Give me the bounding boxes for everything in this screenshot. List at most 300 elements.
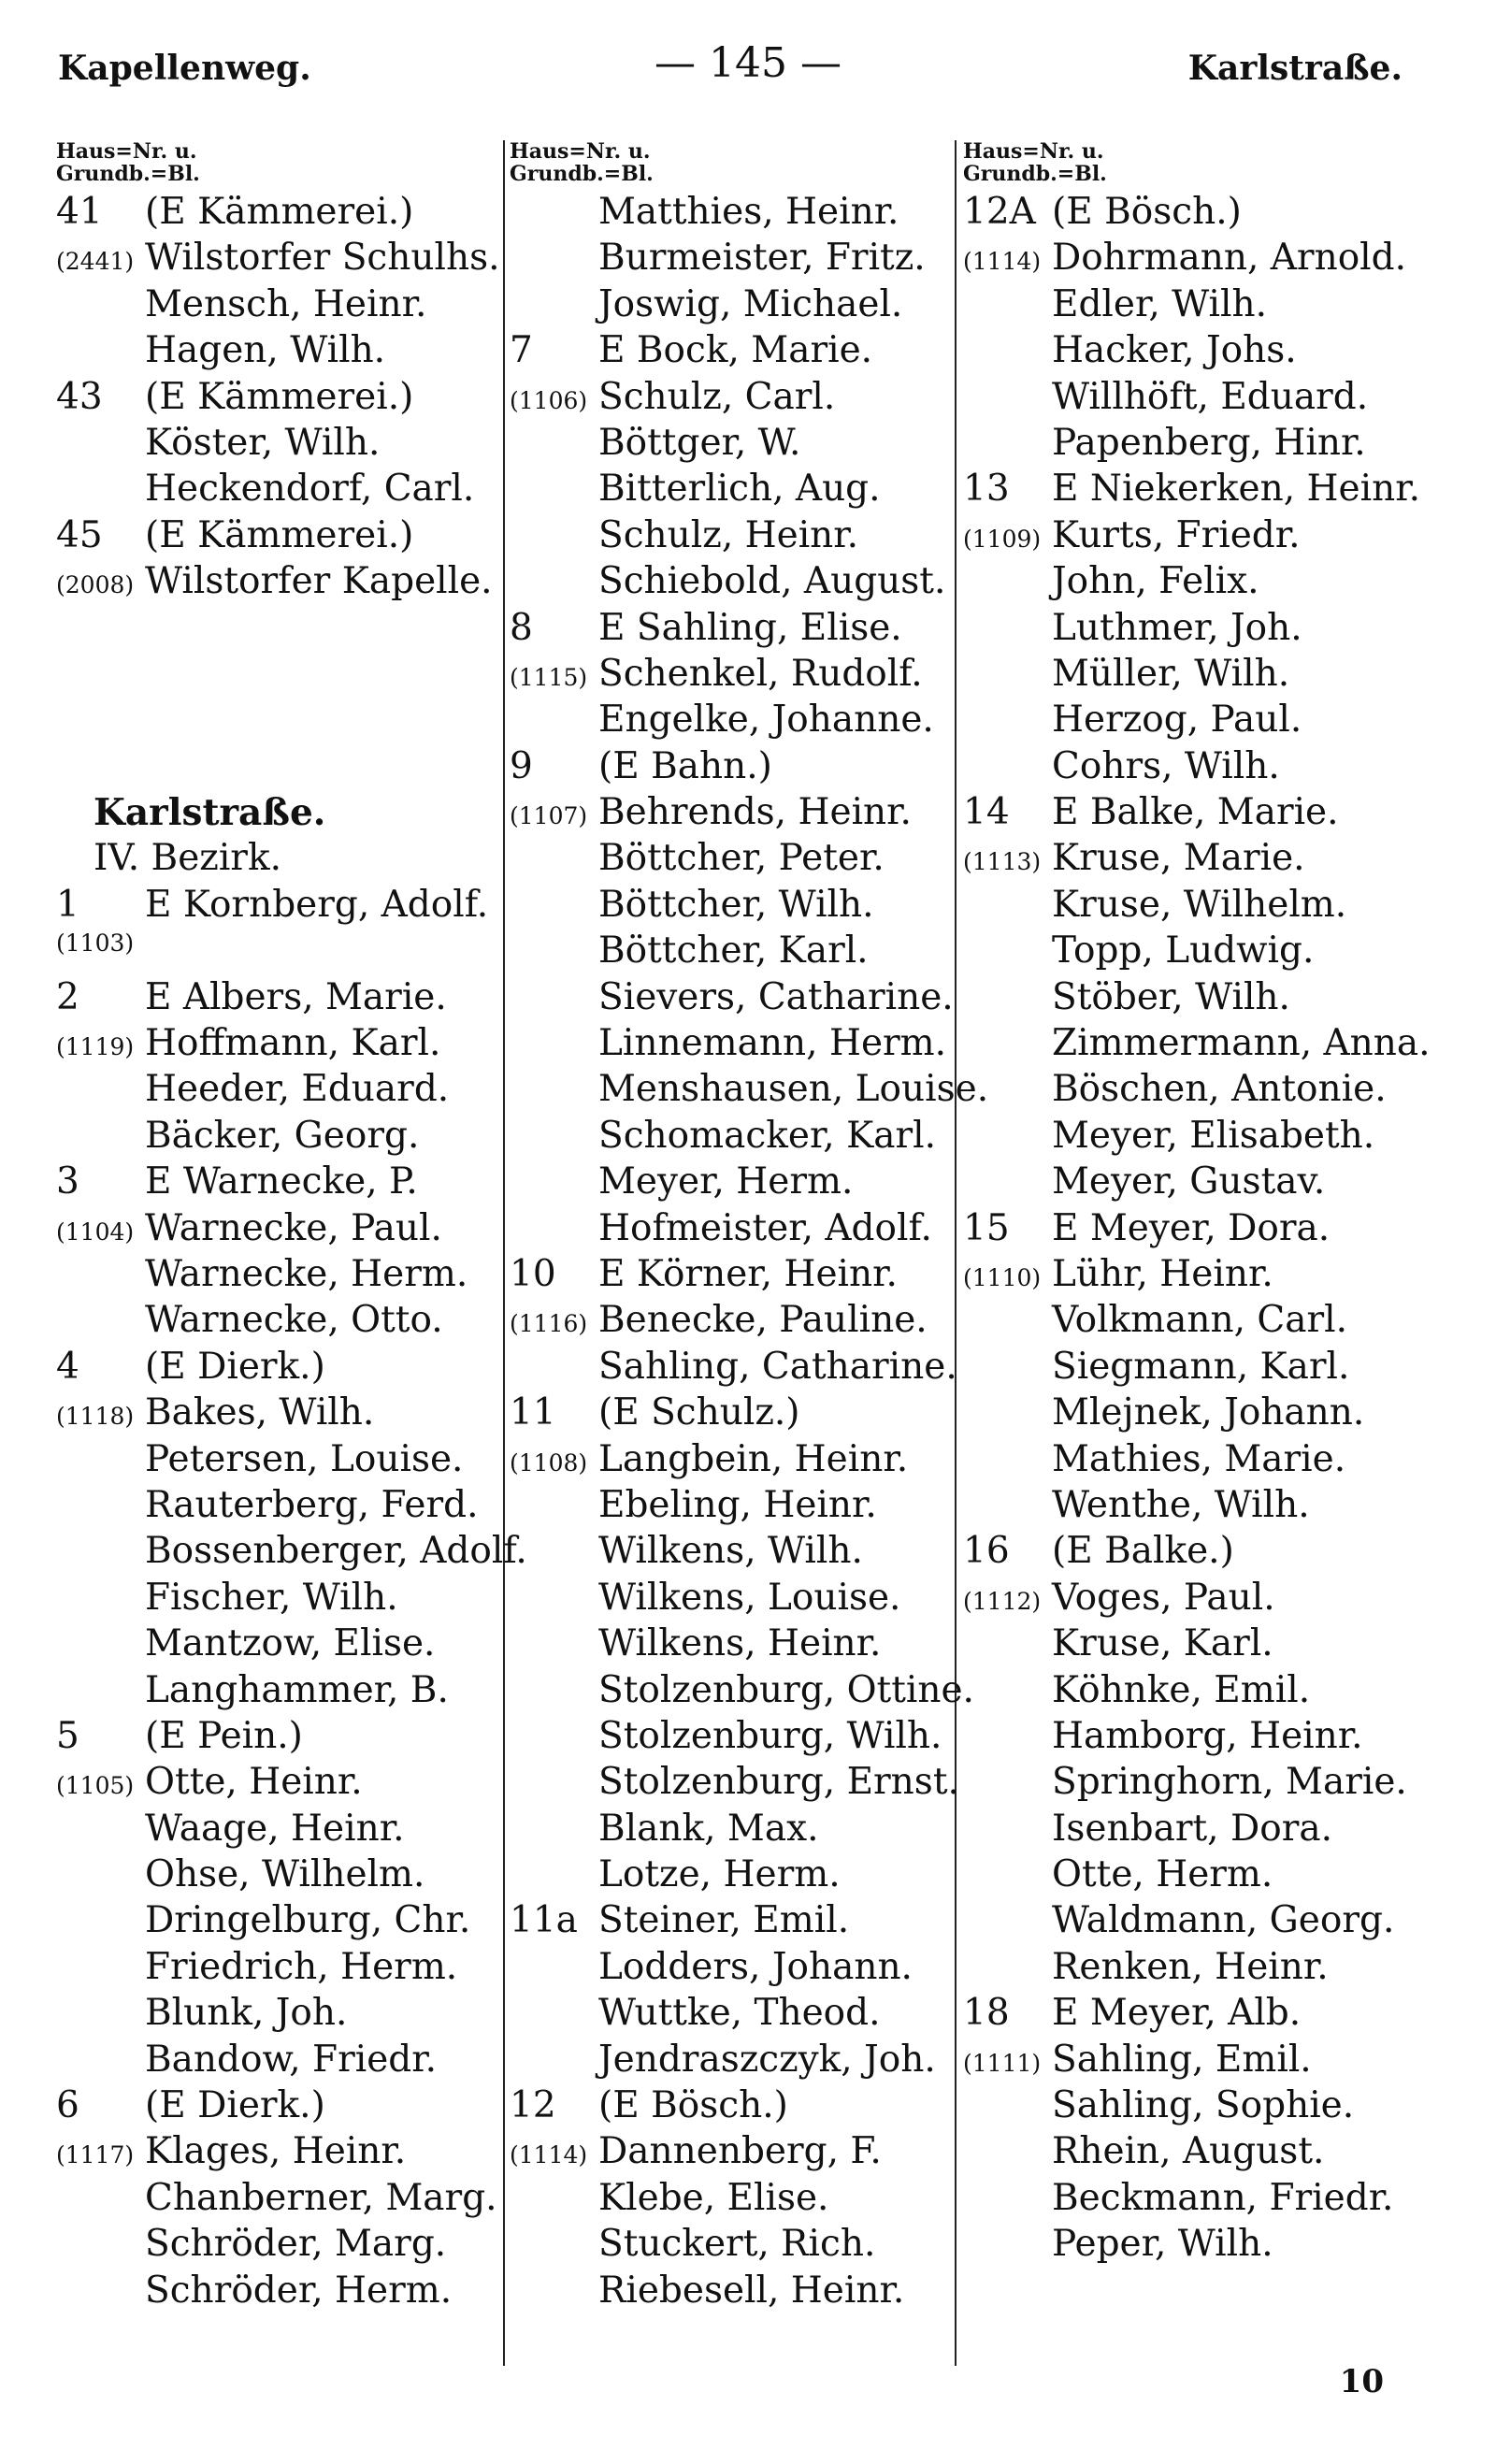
- directory-entry: [510, 1992, 968, 2038]
- directory-entry: [963, 1299, 1421, 1345]
- resident-name: Wilkens, Wilh.: [598, 1530, 863, 1573]
- house-number: 41: [56, 191, 103, 233]
- directory-entry: [963, 791, 1421, 837]
- resident-name: Blunk, Joh.: [145, 1992, 348, 2035]
- resident-name: Voges, Paul.: [1052, 1576, 1275, 1619]
- house-number: (1117): [56, 2141, 135, 2169]
- resident-name: Warnecke, Paul.: [145, 1206, 442, 1249]
- resident-name: Böschen, Antonie.: [1052, 1068, 1387, 1111]
- directory-entry: [510, 1808, 968, 1853]
- running-head-right: Karlstraße.: [1187, 49, 1402, 88]
- resident-name: Waage, Heinr.: [145, 1807, 405, 1850]
- directory-entry: [56, 376, 514, 422]
- resident-name: Siegmann, Karl.: [1052, 1345, 1350, 1388]
- resident-name: (E Balke.): [1052, 1530, 1234, 1573]
- resident-name: Böttcher, Karl.: [598, 929, 869, 973]
- resident-name: Bossenberger, Adolf.: [145, 1530, 527, 1573]
- house-number: (1113): [963, 848, 1042, 876]
- resident-name: E Albers, Marie.: [145, 975, 447, 1018]
- directory-entry: [963, 976, 1421, 1022]
- directory-entry: [56, 1622, 514, 1668]
- directory-entry: [510, 329, 968, 375]
- house-number: 45: [56, 513, 103, 556]
- directory-entry: [963, 1669, 1421, 1715]
- resident-name: Hofmeister, Adolf.: [598, 1206, 932, 1249]
- resident-name: Langhammer, B.: [145, 1668, 449, 1711]
- house-number: (1106): [510, 386, 588, 414]
- resident-name: Otte, Herm.: [1052, 1853, 1273, 1896]
- directory-entry: [56, 2269, 514, 2315]
- house-number: 12A: [963, 191, 1036, 233]
- resident-name: John, Felix.: [1052, 560, 1259, 603]
- directory-entry: [510, 422, 968, 468]
- column-header: [56, 140, 514, 191]
- resident-name: Sahling, Emil.: [1052, 2038, 1312, 2081]
- resident-name: Lühr, Heinr.: [1052, 1252, 1273, 1295]
- resident-name: Mensch, Heinr.: [145, 282, 427, 325]
- resident-name: Köster, Wilh.: [145, 421, 381, 464]
- resident-name: Sievers, Catharine.: [598, 975, 954, 1018]
- resident-name: Ebeling, Heinr.: [598, 1483, 877, 1526]
- resident-name: (E Pein.): [145, 1714, 303, 1757]
- directory-entry: [963, 1577, 1421, 1622]
- resident-name: Dringelburg, Chr.: [145, 1899, 471, 1942]
- directory-entry: [510, 1577, 968, 1622]
- resident-name: Bandow, Friedr.: [145, 2038, 437, 2081]
- resident-name: E Balke, Marie.: [1052, 791, 1339, 834]
- resident-name: Isenbart, Dora.: [1052, 1807, 1332, 1850]
- house-number: (1116): [510, 1310, 588, 1338]
- resident-name: Rauterberg, Ferd.: [145, 1483, 479, 1526]
- directory-entry: [56, 422, 514, 468]
- resident-name: Matthies, Heinr.: [598, 191, 899, 233]
- directory-entry: [963, 1160, 1421, 1206]
- directory-entry: [963, 1207, 1421, 1253]
- directory-entry: [963, 2130, 1421, 2176]
- directory-entry: [56, 976, 514, 1022]
- directory-entry: [56, 468, 514, 513]
- resident-name: Renken, Heinr.: [1052, 1945, 1329, 1988]
- resident-name: Hacker, Johs.: [1052, 329, 1297, 372]
- directory-entry: [510, 1346, 968, 1391]
- directory-entry: [510, 1853, 968, 1899]
- directory-entry: [963, 514, 1421, 560]
- directory-entry: [56, 1253, 514, 1299]
- house-number: 1: [56, 883, 79, 926]
- directory-entry: [56, 1530, 527, 1576]
- resident-name: Böttger, W.: [598, 421, 801, 464]
- directory-entry: [56, 514, 514, 560]
- directory-entry: [963, 1715, 1421, 1761]
- house-number: (1110): [963, 1263, 1042, 1291]
- directory-entry: [510, 1022, 968, 1068]
- directory-entry: [963, 607, 1421, 653]
- resident-name: Kurts, Friedr.: [1052, 513, 1301, 556]
- resident-name: Behrends, Heinr.: [598, 791, 912, 834]
- directory-entry: [56, 1438, 514, 1484]
- resident-name: E Meyer, Alb.: [1052, 1992, 1302, 2035]
- resident-name: Springhorn, Marie.: [1052, 1761, 1407, 1804]
- directory-entry: [963, 1530, 1421, 1576]
- directory-entry: [56, 283, 514, 329]
- resident-name: E Warnecke, P.: [145, 1160, 418, 1203]
- house-number: (1111): [963, 2049, 1042, 2077]
- directory-entry: [56, 237, 514, 282]
- directory-entry: [963, 329, 1421, 375]
- directory-entry: [963, 1992, 1421, 2038]
- resident-name: Sahling, Catharine.: [598, 1345, 957, 1388]
- resident-name: Kruse, Marie.: [1052, 837, 1305, 880]
- house-number: (2441): [56, 248, 135, 276]
- resident-name: Meyer, Elisabeth.: [1052, 1114, 1375, 1157]
- house-number: 8: [510, 606, 533, 649]
- directory-entry: [963, 929, 1421, 975]
- directory-entry: [510, 745, 968, 791]
- directory-entry: [56, 1899, 514, 1945]
- directory-entry: [510, 237, 968, 282]
- directory-entry: [510, 2223, 968, 2269]
- directory-entry: [56, 1299, 514, 1345]
- directory-entry: [56, 1160, 514, 1206]
- house-number: (1112): [963, 1587, 1042, 1615]
- directory-entry: [56, 1484, 514, 1530]
- resident-name: Willhöft, Eduard.: [1052, 375, 1369, 418]
- house-number: (1109): [963, 525, 1042, 553]
- resident-name: Wilstorfer Kapelle.: [145, 560, 493, 603]
- directory-entry: [510, 1068, 989, 1114]
- directory-entry: [510, 1253, 968, 1299]
- resident-name: Stuckert, Rich.: [598, 2223, 876, 2266]
- resident-name: Zimmermann, Anna.: [1052, 1022, 1431, 1065]
- column-header-line: Haus=Nr. u.: [963, 139, 1104, 164]
- house-number: (1108): [510, 1448, 588, 1477]
- directory-entry: [56, 1669, 514, 1715]
- directory-entry: [510, 1668, 974, 1715]
- column-header-line: Grundb.=Bl.: [510, 162, 654, 186]
- directory-entry: [510, 1899, 968, 1945]
- resident-name: Beckmann, Friedr.: [1052, 2176, 1394, 2219]
- directory-entry: [56, 699, 514, 744]
- directory-entry: [963, 1853, 1421, 1899]
- column-header: [963, 140, 1421, 191]
- directory-entry: [56, 1022, 514, 1068]
- directory-entry: [510, 2177, 968, 2223]
- house-number: 13: [963, 468, 1010, 511]
- resident-name: Waldmann, Georg.: [1052, 1899, 1395, 1942]
- house-number: (2008): [56, 571, 135, 599]
- resident-name: (E Dierk.): [145, 1345, 325, 1388]
- directory-entry: [510, 653, 968, 699]
- directory-entry: [510, 791, 968, 837]
- resident-name: Topp, Ludwig.: [1052, 929, 1315, 973]
- house-number: 2: [56, 975, 79, 1018]
- resident-name: Mantzow, Elise.: [145, 1622, 436, 1665]
- resident-name: (E Bahn.): [598, 744, 772, 787]
- directory-entry: [56, 191, 514, 237]
- column-header-line: Grundb.=Bl.: [56, 162, 200, 186]
- house-number: 16: [963, 1530, 1010, 1573]
- directory-entry: [56, 1715, 514, 1761]
- house-number: (1119): [56, 1033, 135, 1061]
- directory-entry: [510, 2269, 968, 2315]
- resident-name: (E Bösch.): [1052, 191, 1242, 233]
- directory-entry: [510, 468, 968, 513]
- resident-name: Wilkens, Heinr.: [598, 1622, 882, 1665]
- resident-name: (E Kämmerei.): [145, 513, 414, 556]
- directory-entry: [963, 1946, 1421, 1992]
- house-number: (1107): [510, 802, 588, 830]
- directory-entry: [963, 237, 1421, 282]
- column-1: [56, 139, 527, 2315]
- resident-name: Meyer, Herm.: [598, 1160, 854, 1203]
- resident-name: Rhein, August.: [1052, 2130, 1325, 2173]
- resident-name: Langbein, Heinr.: [598, 1437, 909, 1480]
- house-number: 11a: [510, 1899, 578, 1942]
- directory-entry: [510, 1160, 968, 1206]
- resident-name: Meyer, Gustav.: [1052, 1160, 1326, 1203]
- resident-name: Heeder, Eduard.: [145, 1068, 450, 1111]
- directory-entry: [963, 191, 1421, 237]
- directory-entry: [963, 1346, 1421, 1391]
- resident-name: E Sahling, Elise.: [598, 606, 902, 649]
- resident-name: Dannenberg, F.: [598, 2130, 882, 2173]
- directory-entry: [56, 1761, 514, 1807]
- directory-entry: [56, 1115, 514, 1160]
- directory-entry: [963, 1899, 1421, 1945]
- directory-entry: [56, 1068, 514, 1114]
- house-number: 14: [963, 791, 1010, 834]
- house-number: (1118): [56, 1403, 135, 1431]
- directory-entry: [963, 1622, 1421, 1668]
- directory-entry: [963, 1438, 1421, 1484]
- resident-name: Friedrich, Herm.: [145, 1945, 458, 1988]
- directory-entry: [56, 607, 514, 653]
- directory-entry: [963, 2223, 1421, 2269]
- column-3: [963, 139, 1431, 2269]
- house-number: (1103): [56, 929, 135, 958]
- resident-name: Böttcher, Peter.: [598, 837, 885, 880]
- directory-entry: [510, 1299, 968, 1345]
- directory-entry: [963, 745, 1421, 791]
- resident-name: Wilkens, Louise.: [598, 1576, 901, 1619]
- directory-entry: [963, 1022, 1431, 1068]
- resident-name: Kruse, Wilhelm.: [1052, 883, 1347, 926]
- street-heading: [56, 791, 514, 837]
- directory-entry: [963, 1808, 1421, 1853]
- directory-entry: [56, 653, 514, 699]
- resident-name: E Kornberg, Adolf.: [145, 883, 489, 926]
- resident-name: Fischer, Wilh.: [145, 1576, 398, 1619]
- house-number: 11: [510, 1391, 556, 1434]
- resident-name: Linnemann, Herm.: [598, 1022, 947, 1065]
- directory-entry: [510, 2084, 968, 2130]
- directory-entry: [56, 2130, 514, 2176]
- resident-name: Chanberner, Marg.: [145, 2176, 497, 2219]
- directory-entry: [963, 422, 1421, 468]
- resident-name: IV. Bezirk.: [94, 837, 281, 880]
- directory-entry: [56, 1992, 514, 2038]
- district-label: [56, 837, 514, 883]
- directory-entry: [510, 1438, 968, 1484]
- directory-entry: [963, 1115, 1421, 1160]
- directory-entry: [510, 2130, 968, 2176]
- directory-entry: [963, 2039, 1421, 2084]
- house-number: 15: [963, 1206, 1010, 1249]
- resident-name: Papenberg, Hinr.: [1052, 421, 1366, 464]
- directory-entry: [56, 1577, 514, 1622]
- directory-entry: [56, 560, 514, 606]
- resident-name: Stolzenburg, Ottine.: [598, 1668, 974, 1711]
- directory-entry: [56, 2223, 514, 2269]
- directory-entry: [963, 2177, 1421, 2223]
- column-header-line: Haus=Nr. u.: [510, 139, 651, 164]
- directory-entry: [963, 376, 1421, 422]
- resident-name: Stolzenburg, Ernst.: [598, 1761, 959, 1804]
- house-number: 18: [963, 1992, 1010, 2035]
- resident-name: E Niekerken, Heinr.: [1052, 468, 1420, 511]
- house-number: 6: [56, 2084, 79, 2127]
- directory-entry: [510, 514, 968, 560]
- house-number: (1114): [510, 2141, 588, 2169]
- directory-entry: [963, 560, 1421, 606]
- resident-name: Herzog, Paul.: [1052, 699, 1302, 742]
- directory-entry: [963, 1068, 1421, 1114]
- resident-name: Hagen, Wilh.: [145, 329, 386, 372]
- directory-entry: [510, 560, 968, 606]
- directory-entry: [56, 1946, 514, 1992]
- resident-name: Kruse, Karl.: [1052, 1622, 1273, 1665]
- resident-name: Ohse, Wilhelm.: [145, 1853, 425, 1896]
- running-head-left: Kapellenweg.: [58, 49, 311, 88]
- resident-name: Schulz, Heinr.: [598, 513, 859, 556]
- directory-entry: [963, 699, 1421, 744]
- resident-name: Lodders, Johann.: [598, 1945, 913, 1988]
- resident-name: E Bock, Marie.: [598, 329, 873, 372]
- resident-name: Schulz, Carl.: [598, 375, 836, 418]
- resident-name: Petersen, Louise.: [145, 1437, 464, 1480]
- house-number: (1115): [510, 663, 588, 691]
- directory-entry: [510, 607, 968, 653]
- resident-name: Riebesell, Heinr.: [598, 2269, 905, 2312]
- resident-name: Edler, Wilh.: [1052, 282, 1268, 325]
- column-header-line: Grundb.=Bl.: [963, 162, 1107, 186]
- house-number: 12: [510, 2084, 556, 2127]
- resident-name: Joswig, Michael.: [598, 282, 903, 325]
- directory-entry: [56, 2177, 514, 2223]
- directory-entry: [510, 283, 968, 329]
- column-header: [510, 140, 968, 191]
- resident-name: Lotze, Herm.: [598, 1853, 841, 1896]
- directory-entry: [963, 837, 1421, 883]
- directory-entry: [963, 1761, 1421, 1807]
- resident-name: Wilstorfer Schulhs.: [145, 237, 500, 280]
- resident-name: Sahling, Sophie.: [1052, 2084, 1355, 2127]
- house-number: (1105): [56, 1772, 135, 1800]
- resident-name: Burmeister, Fritz.: [598, 237, 926, 280]
- resident-name: Schiebold, August.: [598, 560, 946, 603]
- resident-name: Klebe, Elise.: [598, 2176, 829, 2219]
- resident-name: Steiner, Emil.: [598, 1899, 850, 1942]
- resident-name: Bäcker, Georg.: [145, 1114, 420, 1157]
- directory-entry: [510, 1761, 968, 1807]
- resident-name: Schenkel, Rudolf.: [598, 652, 923, 695]
- directory-entry: [963, 1484, 1421, 1530]
- directory-entry: [510, 929, 968, 975]
- page-number: — 145 —: [654, 39, 842, 87]
- resident-name: Stolzenburg, Wilh.: [598, 1714, 942, 1757]
- resident-name: Peper, Wilh.: [1052, 2223, 1273, 2266]
- directory-entry: [963, 1253, 1421, 1299]
- directory-entry: [963, 2084, 1421, 2130]
- directory-entry: [510, 2039, 968, 2084]
- directory-entry: [963, 1391, 1421, 1437]
- resident-name: Luthmer, Joh.: [1052, 606, 1302, 649]
- directory-entry: [510, 1715, 968, 1761]
- resident-name: Hoffmann, Karl.: [145, 1022, 441, 1065]
- directory-entry: [510, 1484, 968, 1530]
- house-number: (1104): [56, 1218, 135, 1246]
- resident-name: Schomacker, Karl.: [598, 1114, 936, 1157]
- column-header-line: Haus=Nr. u.: [56, 139, 197, 164]
- directory-entry: [510, 884, 968, 929]
- directory-entry: [963, 884, 1421, 929]
- directory-entry: [56, 1346, 514, 1391]
- house-number: (1114): [963, 248, 1042, 276]
- resident-name: Blank, Max.: [598, 1807, 819, 1850]
- resident-name: Schröder, Marg.: [145, 2223, 447, 2266]
- resident-name: Warnecke, Herm.: [145, 1252, 468, 1295]
- resident-name: Heckendorf, Carl.: [145, 468, 475, 511]
- directory-entry: [56, 1207, 514, 1253]
- directory-entry: [56, 1853, 514, 1899]
- resident-name: Jendraszczyk, Joh.: [598, 2038, 936, 2081]
- directory-entry: [56, 1391, 514, 1437]
- resident-name: Benecke, Pauline.: [598, 1299, 928, 1342]
- resident-name: Menshausen, Louise.: [598, 1068, 989, 1111]
- directory-entry: [56, 2039, 514, 2084]
- house-number: 7: [510, 329, 533, 372]
- directory-entry: [510, 1530, 968, 1576]
- directory-entry: [510, 1115, 968, 1160]
- directory-entry: [56, 745, 514, 791]
- resident-name: Wenthe, Wilh.: [1052, 1483, 1310, 1526]
- directory-entry: [510, 1391, 968, 1437]
- house-number: 4: [56, 1345, 79, 1388]
- directory-entry: [510, 1207, 968, 1253]
- directory-entry: [56, 2084, 514, 2130]
- resident-name: (E Schulz.): [598, 1391, 800, 1434]
- resident-name: E Körner, Heinr.: [598, 1252, 898, 1295]
- resident-name: (E Kämmerei.): [145, 191, 414, 233]
- directory-entry: [510, 1946, 968, 1992]
- resident-name: (E Kämmerei.): [145, 375, 414, 418]
- directory-entry: [510, 376, 968, 422]
- resident-name: Mlejnek, Johann.: [1052, 1391, 1365, 1434]
- resident-name: Wuttke, Theod.: [598, 1992, 881, 2035]
- resident-name: Cohrs, Wilh.: [1052, 744, 1280, 787]
- directory-entry: [56, 329, 514, 375]
- directory-entry: [56, 929, 514, 975]
- resident-name: (E Bösch.): [598, 2084, 788, 2127]
- directory-entry: [510, 1622, 968, 1668]
- signature-number: 10: [1339, 2363, 1384, 2400]
- directory-entry: [510, 191, 968, 237]
- resident-name: Karlstraße.: [94, 791, 326, 835]
- resident-name: Müller, Wilh.: [1052, 652, 1290, 695]
- resident-name: Hamborg, Heinr.: [1052, 1714, 1363, 1757]
- house-number: 43: [56, 375, 103, 418]
- resident-name: Schröder, Herm.: [145, 2269, 453, 2312]
